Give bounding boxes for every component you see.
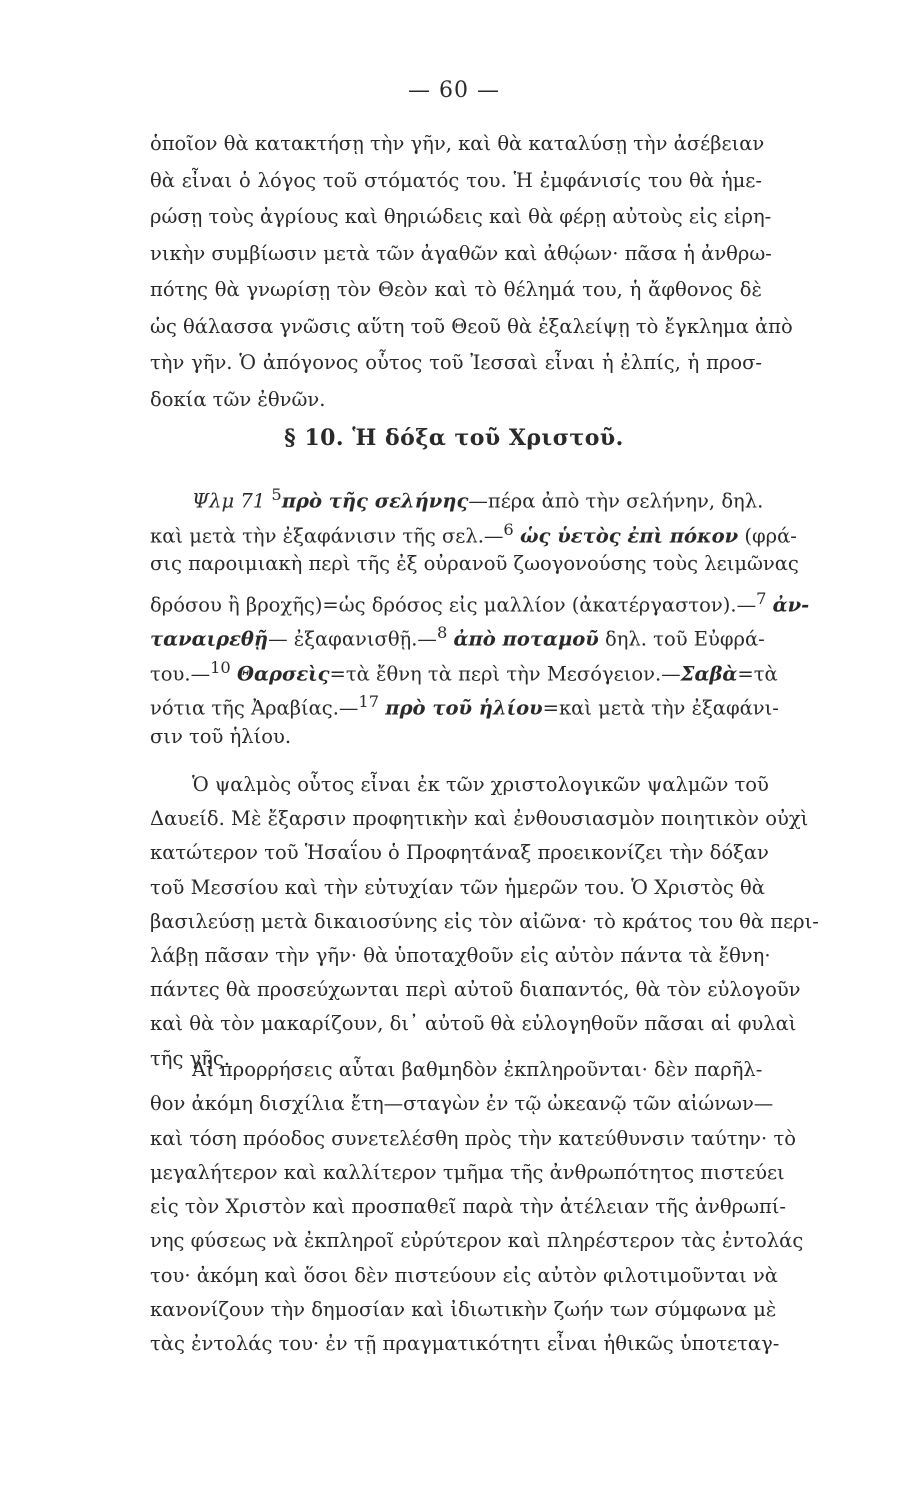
text-line: τοῦ Μεσσίου καὶ τὴν εὐτυχίαν τῶν ἡμερῶν του. Ὁ Χριστὸς θὰ [150, 875, 765, 899]
note-term: Θαρσεὶς [236, 662, 330, 685]
note-term: πρὸ τῆς σελήνης [281, 489, 469, 513]
text-line: θον ἀκόμη δισχίλια ἔτη—σταγὼν ἐν τῷ ὠκεανῷ τῶν αἰώνων— [150, 1092, 774, 1116]
text-line: του· ἀκόμη καὶ ὅσοι δὲν πιστεύουν εἰς αὐτὸν φιλοτιμοῦνται νὰ [150, 1263, 778, 1287]
text-line: θὰ εἶναι ὁ λόγος τοῦ στόματός του. Ἡ ἐμφάνισίς του θὰ ἡμε- [150, 168, 762, 192]
note-line [150, 616, 765, 651]
note-text: — ἐξαφανισθῇ.— [268, 627, 437, 651]
text-line: πάντες θὰ προσεύχωνται περὶ αὐτοῦ διαπαντός, θὰ τὸν εὐλογοῦν [150, 978, 801, 1002]
text-line: Δαυείδ. Μὲ ἔξαρσιν προφητικὴν καὶ ἐνθουσιασμὸν ποιητικὸν οὐχὶ [150, 807, 809, 831]
text-line: κατώτερον τοῦ Ἡσαΐου ὁ Προφητάναξ προεικονίζει τὴν δόξαν [150, 841, 769, 865]
psalm-reference: Ψλμ 71 [192, 489, 266, 513]
note-text: δηλ. τοῦ Εὐφρά- [604, 627, 765, 651]
note-term: ἀπὸ ποταμοῦ [453, 627, 599, 651]
note-line [150, 720, 762, 755]
text-line: εἰς τὸν Χριστὸν καὶ προσπαθεῖ παρὰ τὴν ἀτέλειαν τῆς ἀνθρωπί- [150, 1195, 787, 1219]
text-line: νης φύσεως νὰ ἐκπληροῖ εὐρύτερον καὶ πληρέστερον τὰς ἐντολάς [150, 1229, 804, 1253]
verse-number: 10 [210, 657, 231, 677]
verse-number: 8 [436, 623, 448, 642]
text-line: νικὴν συμβίωσιν μετὰ τῶν ἀγαθῶν καὶ ἀθῴων· πᾶσα ἡ ἀνθρω- [150, 241, 772, 265]
paragraph-intro [150, 126, 793, 418]
verse-number: 7 [756, 588, 767, 608]
text-line: Αἱ προρρήσεις αὗται βαθμηδὸν ἐκπληροῦνται· δὲν παρῆλ- [192, 1058, 763, 1081]
note-text: =τὰ [737, 662, 778, 685]
note-term: ὡς ὑετὸς ἐπὶ πόκον [519, 524, 739, 547]
note-text: καὶ μετὰ τὴν ἐξαφάνισιν τῆς σελ.— [150, 524, 504, 547]
note-line [150, 513, 797, 548]
note-line [150, 478, 762, 513]
psalm-notes [150, 478, 810, 754]
text-line: Ὁ ψαλμὸς οὗτος εἶναι ἐκ τῶν χριστολογικῶν ψαλμῶν τοῦ [192, 773, 769, 796]
text-line: δοκία τῶν ἐθνῶν. [150, 387, 326, 411]
note-text: δρόσου ἢ βροχῆς)=ὡς δρόσος εἰς μαλλίον (ἀκατέργαστον).— [150, 593, 757, 616]
note-text: σιν τοῦ ἡλίου. [150, 724, 292, 748]
text-line: βασιλεύσῃ μετὰ δικαιοσύνης εἰς τὸν αἰῶνα· τὸ κράτος του θὰ περι- [150, 909, 819, 933]
text-line: λάβῃ πᾶσαν τὴν γῆν· θὰ ὑποταχθοῦν εἰς αὐτὸν πάντα τὰ ἔθνη· [150, 943, 771, 967]
note-text: σις παροιμιακὴ περὶ τῆς ἐξ οὐρανοῦ ζωογονούσης τοὺς λειμῶνας [150, 552, 799, 575]
note-line [150, 651, 778, 686]
note-line [150, 582, 810, 617]
note-line [150, 685, 779, 720]
page-number: — 60 — [408, 78, 500, 103]
verse-number: 5 [271, 485, 282, 504]
text-line: τὰς ἐντολάς του· ἐν τῇ πραγματικότητι εἶναι ἠθικῶς ὑποτεταγ- [150, 1332, 780, 1356]
paragraph-commentary [150, 768, 819, 1076]
text-line: κανονίζουν τὴν δημοσίαν καὶ ἰδιωτικὴν ζωήν των σύμφωνα μὲ [150, 1298, 777, 1322]
paragraph-fulfillment [150, 1053, 804, 1362]
note-text: νότια τῆς Ἀραβίας.— [150, 696, 359, 720]
text-line: πότης θὰ γνωρίσῃ τὸν Θεὸν καὶ τὸ θέλημά του, ἡ ἄφθονος δὲ [150, 278, 762, 301]
note-term: ταναιρεθῇ [150, 627, 269, 651]
note-text: του.— [150, 662, 211, 685]
note-line [150, 547, 799, 582]
text-line: ρώσῃ τοὺς ἀγρίους καὶ θηριώδεις καὶ θὰ φέρῃ αὐτοὺς εἰς εἰρη- [150, 205, 772, 228]
text-line: καὶ τόση πρόοδος συνετελέσθη πρὸς τὴν κατεύθυνσιν ταύτην· τὸ [150, 1126, 796, 1150]
verse-number: 17 [358, 692, 380, 711]
text-line: ὁποῖον θὰ κατακτήσῃ τὴν γῆν, καὶ θὰ καταλύσῃ τὴν ἀσέβειαν [150, 132, 765, 155]
note-term: ἀν- [772, 593, 810, 616]
text-line: καὶ θὰ τὸν μακαρίζουν, δι᾽ αὐτοῦ θὰ εὐλογηθοῦν πᾶσαι αἱ φυλαὶ [150, 1012, 797, 1036]
note-text: =τὰ ἔθνη τὰ περὶ τὴν Μεσόγειον.— [329, 662, 681, 685]
section-heading: § 10. Ἡ δόξα τοῦ Χριστοῦ. [284, 425, 624, 451]
verse-number: 6 [503, 519, 514, 539]
text-line: μεγαλήτερον καὶ καλλίτερον τμῆμα τῆς ἀνθρωπότητος πιστεύει [150, 1160, 785, 1184]
note-term: πρὸ τοῦ ἡλίου [385, 696, 543, 720]
text-line: ὡς θάλασσα γνῶσις αὕτη τοῦ Θεοῦ θὰ ἐξαλείψῃ τὸ ἔγκλημα ἀπὸ [150, 314, 793, 338]
note-text: (φρά- [744, 524, 797, 547]
note-text: —πέρα ἀπὸ τὴν σελήνην, δηλ. [468, 489, 764, 513]
text-line: τὴν γῆν. Ὁ ἀπόγονος οὗτος τοῦ Ἰεσσαὶ εἶναι ἡ ἐλπίς, ἡ προσ- [150, 351, 762, 374]
note-term: Σαβὰ [680, 662, 738, 685]
text-line: τῆς γῆς. [150, 1046, 231, 1070]
note-text: =καὶ μετὰ τὴν ἐξαφάνι- [542, 696, 779, 720]
